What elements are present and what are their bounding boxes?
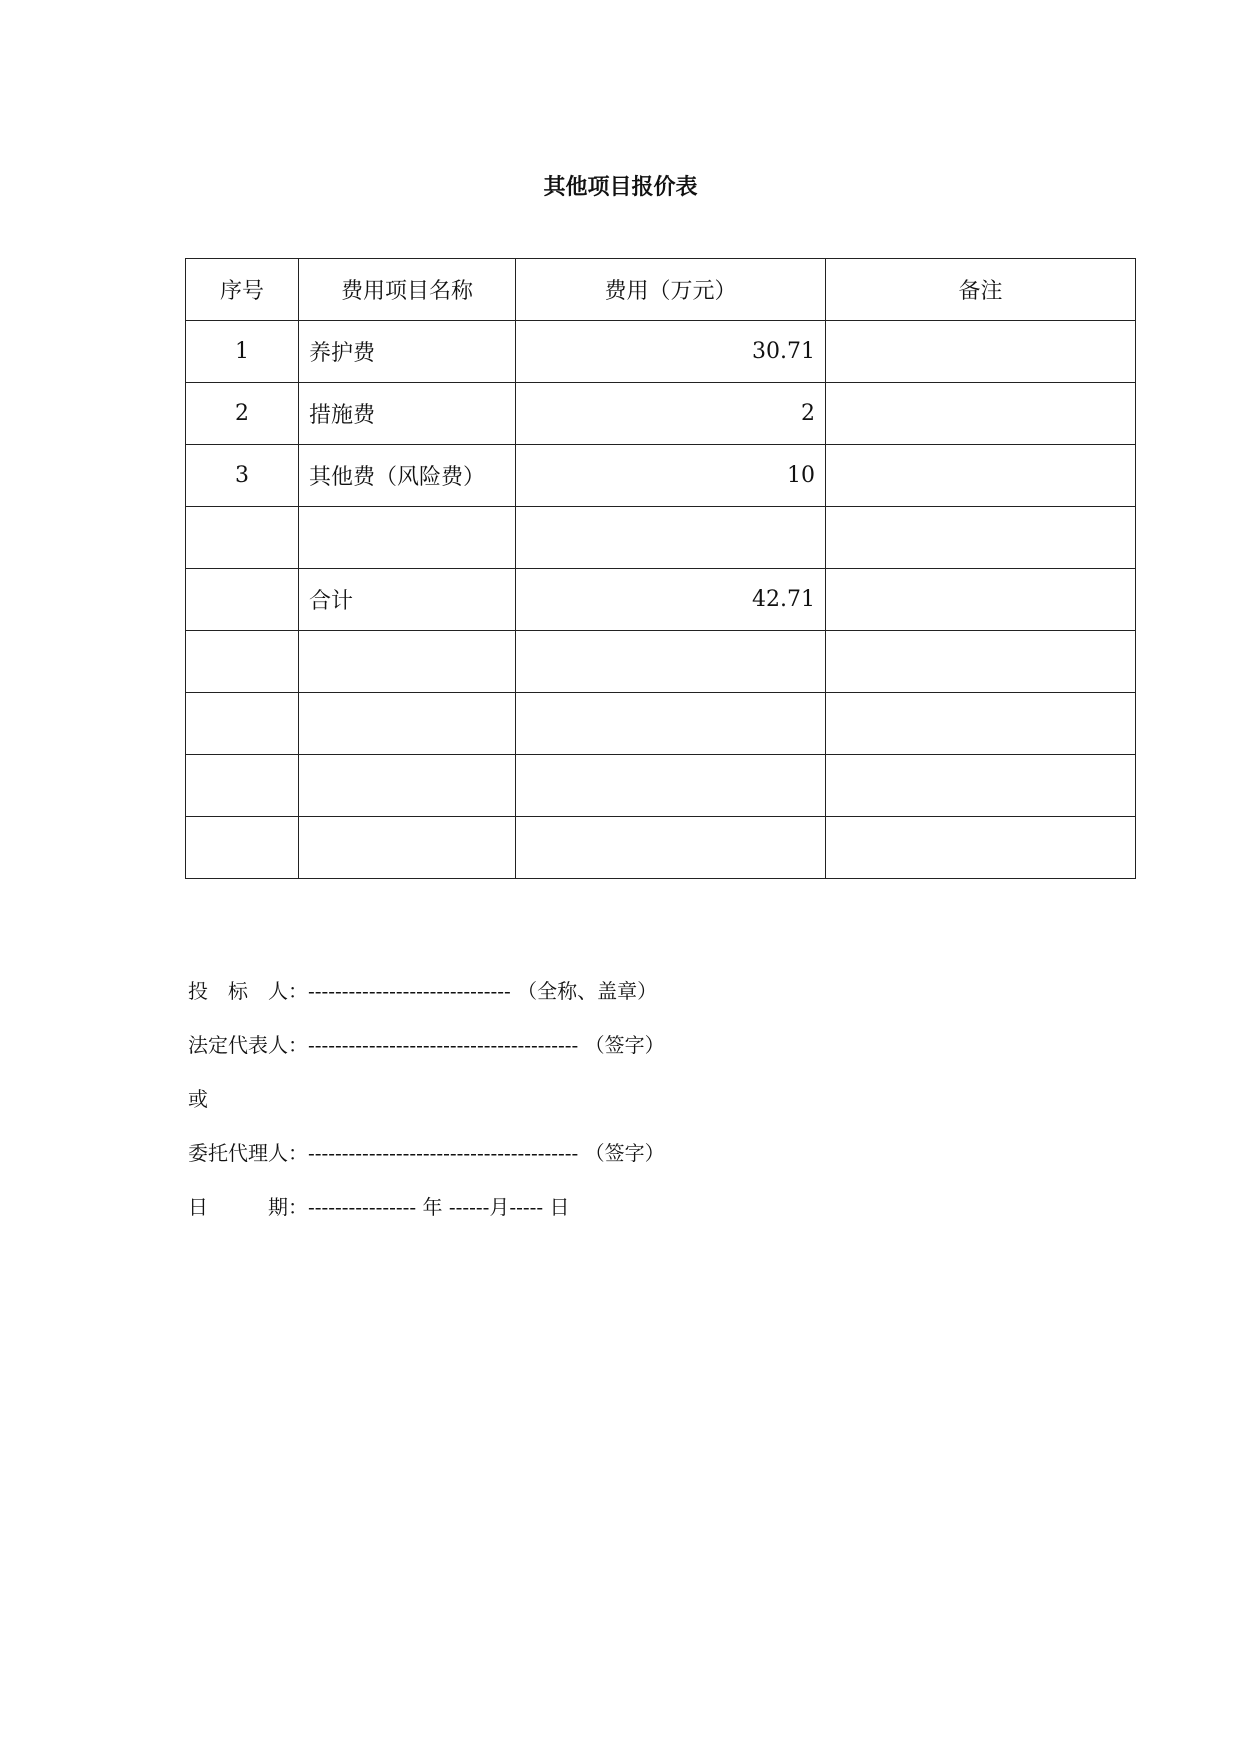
- cell-no: 3: [186, 445, 299, 507]
- cell-note: [826, 445, 1136, 507]
- page-title: 其他项目报价表: [543, 175, 698, 200]
- cell-name: 措施费: [299, 383, 516, 445]
- cell-no: 1: [186, 321, 299, 383]
- cell-note: [826, 321, 1136, 383]
- cell-no: [186, 693, 299, 755]
- header-note: 备注: [826, 259, 1136, 321]
- cell-name: [299, 631, 516, 693]
- cell-no: 2: [186, 383, 299, 445]
- cell-cost: 30.71: [516, 321, 826, 383]
- cell-note: [826, 693, 1136, 755]
- table-row: [186, 817, 1136, 879]
- table-row: [186, 631, 1136, 693]
- cell-cost: [516, 817, 826, 879]
- cell-note: [826, 755, 1136, 817]
- cell-note: [826, 631, 1136, 693]
- bidder-line: 投 标 人：------------------------------ （全称、盖章）: [188, 979, 658, 1003]
- cell-no: [186, 569, 299, 631]
- cell-cost: [516, 755, 826, 817]
- cell-cost: 10: [516, 445, 826, 507]
- cell-cost: [516, 631, 826, 693]
- cell-name: [299, 755, 516, 817]
- legal-rep-line: 法定代表人：---------------------------------------- （签字）: [188, 1033, 665, 1057]
- table-header-row: [186, 259, 1136, 321]
- cell-no: [186, 507, 299, 569]
- cell-cost: 2: [516, 383, 826, 445]
- header-no: 序号: [186, 259, 299, 321]
- cell-no: [186, 755, 299, 817]
- cell-note: [826, 507, 1136, 569]
- or-text: 或: [188, 1087, 208, 1111]
- cell-name: [299, 507, 516, 569]
- cell-cost: 42.71: [516, 569, 826, 631]
- table-row: [186, 383, 1136, 445]
- cell-note: [826, 817, 1136, 879]
- table-row: [186, 569, 1136, 631]
- table-row: [186, 693, 1136, 755]
- header-cost: 费用（万元）: [516, 259, 826, 321]
- cell-name: [299, 693, 516, 755]
- cell-no: [186, 631, 299, 693]
- cell-note: [826, 569, 1136, 631]
- header-name: 费用项目名称: [299, 259, 516, 321]
- cell-cost: [516, 507, 826, 569]
- table-row: [186, 445, 1136, 507]
- quote-table: [185, 258, 1136, 879]
- cell-no: [186, 817, 299, 879]
- cell-name: 养护费: [299, 321, 516, 383]
- agent-line: 委托代理人：---------------------------------------- （签字）: [188, 1141, 665, 1165]
- table-row: [186, 507, 1136, 569]
- cell-name: 其他费（风险费）: [299, 445, 516, 507]
- cell-name: [299, 817, 516, 879]
- cell-cost: [516, 693, 826, 755]
- date-line: 日 期：---------------- 年 ------月----- 日: [188, 1195, 570, 1219]
- cell-note: [826, 383, 1136, 445]
- table-row: [186, 321, 1136, 383]
- cell-name: 合计: [299, 569, 516, 631]
- table-row: [186, 755, 1136, 817]
